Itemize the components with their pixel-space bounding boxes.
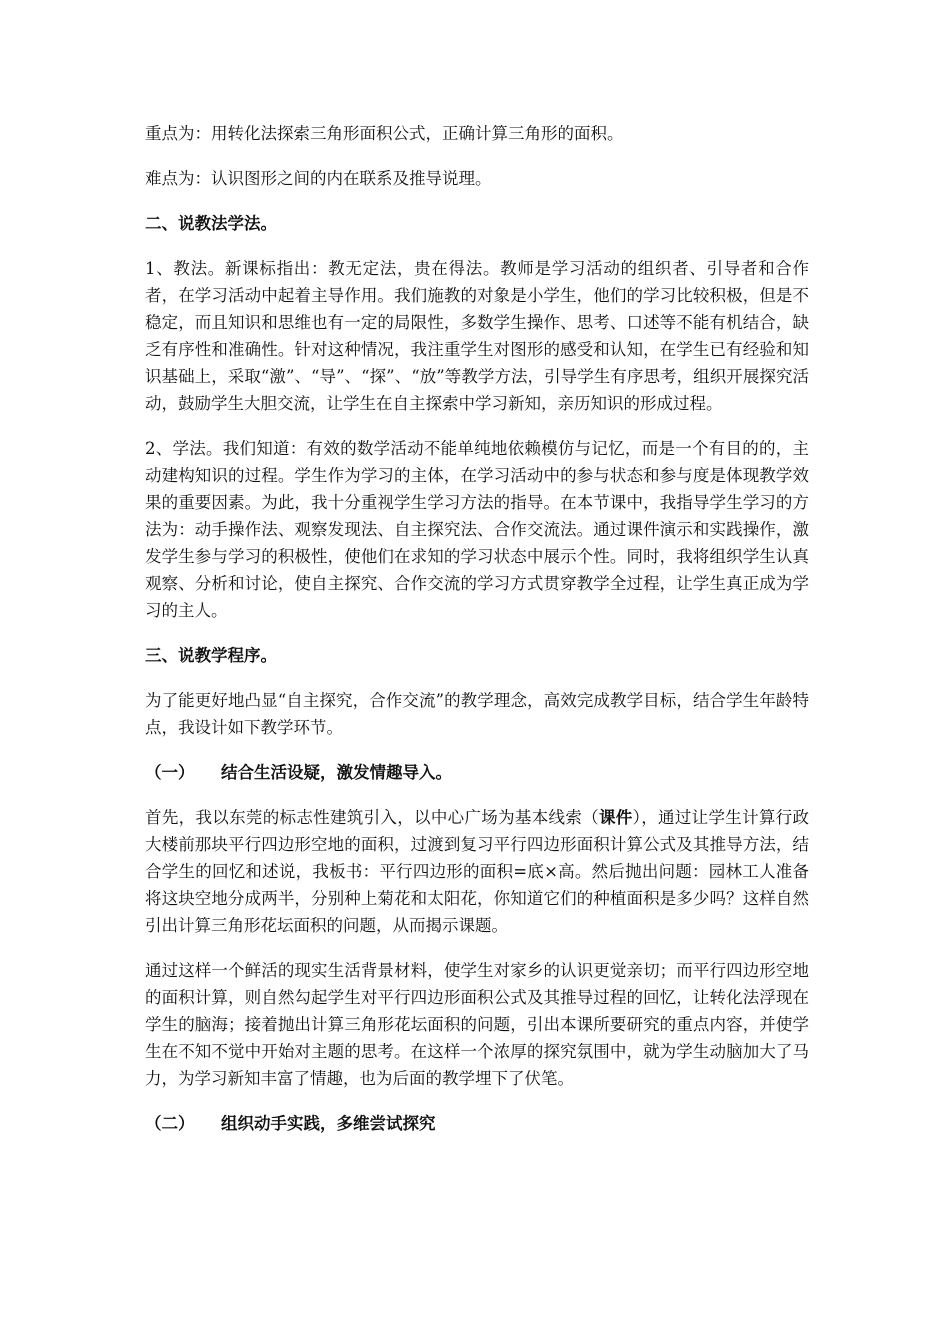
subsection-number: （二） (145, 1114, 195, 1133)
subsection-1-paragraph-b: 通过这样一个鲜活的现实生活背景材料，使学生对家乡的认识更觉亲切；而平行四边形空地的面积计算，则自然勾起学生对平行四边形面积公式及其推导过程的回忆，让转化法浮现在学生的脑海；接着抛出计算三角形花坛面积的问题，引出本课所要研究的重点内容，并使学生在不知不觉中开始对主题的思考。在这样一个浓厚的探究氛围中，就为学生动脑加大了马力，为学习新知丰富了情趣，也为后面的教学埋下了伏笔。 (145, 961, 809, 1088)
section-heading-methods: 二、说教法学法。 (145, 214, 277, 233)
subsection-title: 结合生活设疑，激发情趣导入。 (221, 763, 452, 782)
learning-method-paragraph: 2、学法。我们知道：有效的数学活动不能单纯地依赖模仿与记忆，而是一个有目的的，主动建构知识的过程。学生作为学习的主体，在学习活动中的参与状态和参与度是体现教学效果的重要因素。为此，我十分重视学生学习方法的指导。在本节课中，我指导学生学习的方法为：动手操作法、观察发现法、自主探究法、合作交流法。通过课件演示和实践操作，激发学生参与学习的积极性，使他们在求知的学习状态中展示个性。同时，我将组织学生认真观察、分析和讨论，使自主探究、合作交流的学习方式贯穿教学全过程，让学生真正成为学习的主人。 (145, 439, 809, 620)
subsection-heading-2 (145, 1110, 809, 1137)
teaching-method-paragraph: 1、教法。新课标指出：教无定法，贵在得法。教师是学习活动的组织者、引导者和合作者，在学习活动中起着主导作用。我们施教的对象是小学生，他们的学习比较积极，但是不稳定，而且知识和思维也有一定的局限性，多数学生操作、思考、口述等不能有机结合，缺乏有序性和准确性。针对这种情况，我注重学生对图形的感受和认知，在学生已有经验和知识基础上，采取“激”、“导”、“探”、“放”等教学方法，引导学生有序思考，组织开展探究活动，鼓励学生大胆交流，让学生在自主探索中学习新知，亲历知识的形成过程。 (145, 259, 809, 413)
section-heading-procedure: 三、说教学程序。 (145, 646, 277, 665)
difficulty-paragraph: 难点为：认识图形之间的内在联系及推导说理。 (145, 169, 492, 188)
subsection-heading-1 (145, 759, 809, 786)
procedure-intro-paragraph: 为了能更好地凸显“自主探究，合作交流”的教学理念，高效完成教学目标，结合学生年龄特点，我设计如下教学环节。 (145, 691, 809, 737)
subsection-title: 组织动手实践，多维尝试探究 (221, 1114, 436, 1133)
key-point-paragraph: 重点为：用转化法探索三角形面积公式，正确计算三角形的面积。 (145, 124, 624, 143)
courseware-label: 课件 (598, 808, 633, 827)
subsection-1-paragraph-a (145, 804, 809, 939)
text-run: 首先，我以东莞的标志性建筑引入，以中心广场为基本线索（ (145, 808, 599, 827)
text-run: ），通过让学生计算行政大楼前那块平行四边形空地的面积，过渡到复习平行四边形面积计算公式及其推导方法，结合学生的回忆和述说，我板书：平行四边形的面积=底×高。然后抛出问题：园林工人准备将这块空地分成两半，分别种上菊花和太阳花，你知道它们的种植面积是多少吗？这样自然引出计算三角形花坛面积的问题，从而揭示课题。 (145, 808, 810, 935)
document-page (145, 120, 809, 1155)
subsection-number: （一） (145, 763, 195, 782)
